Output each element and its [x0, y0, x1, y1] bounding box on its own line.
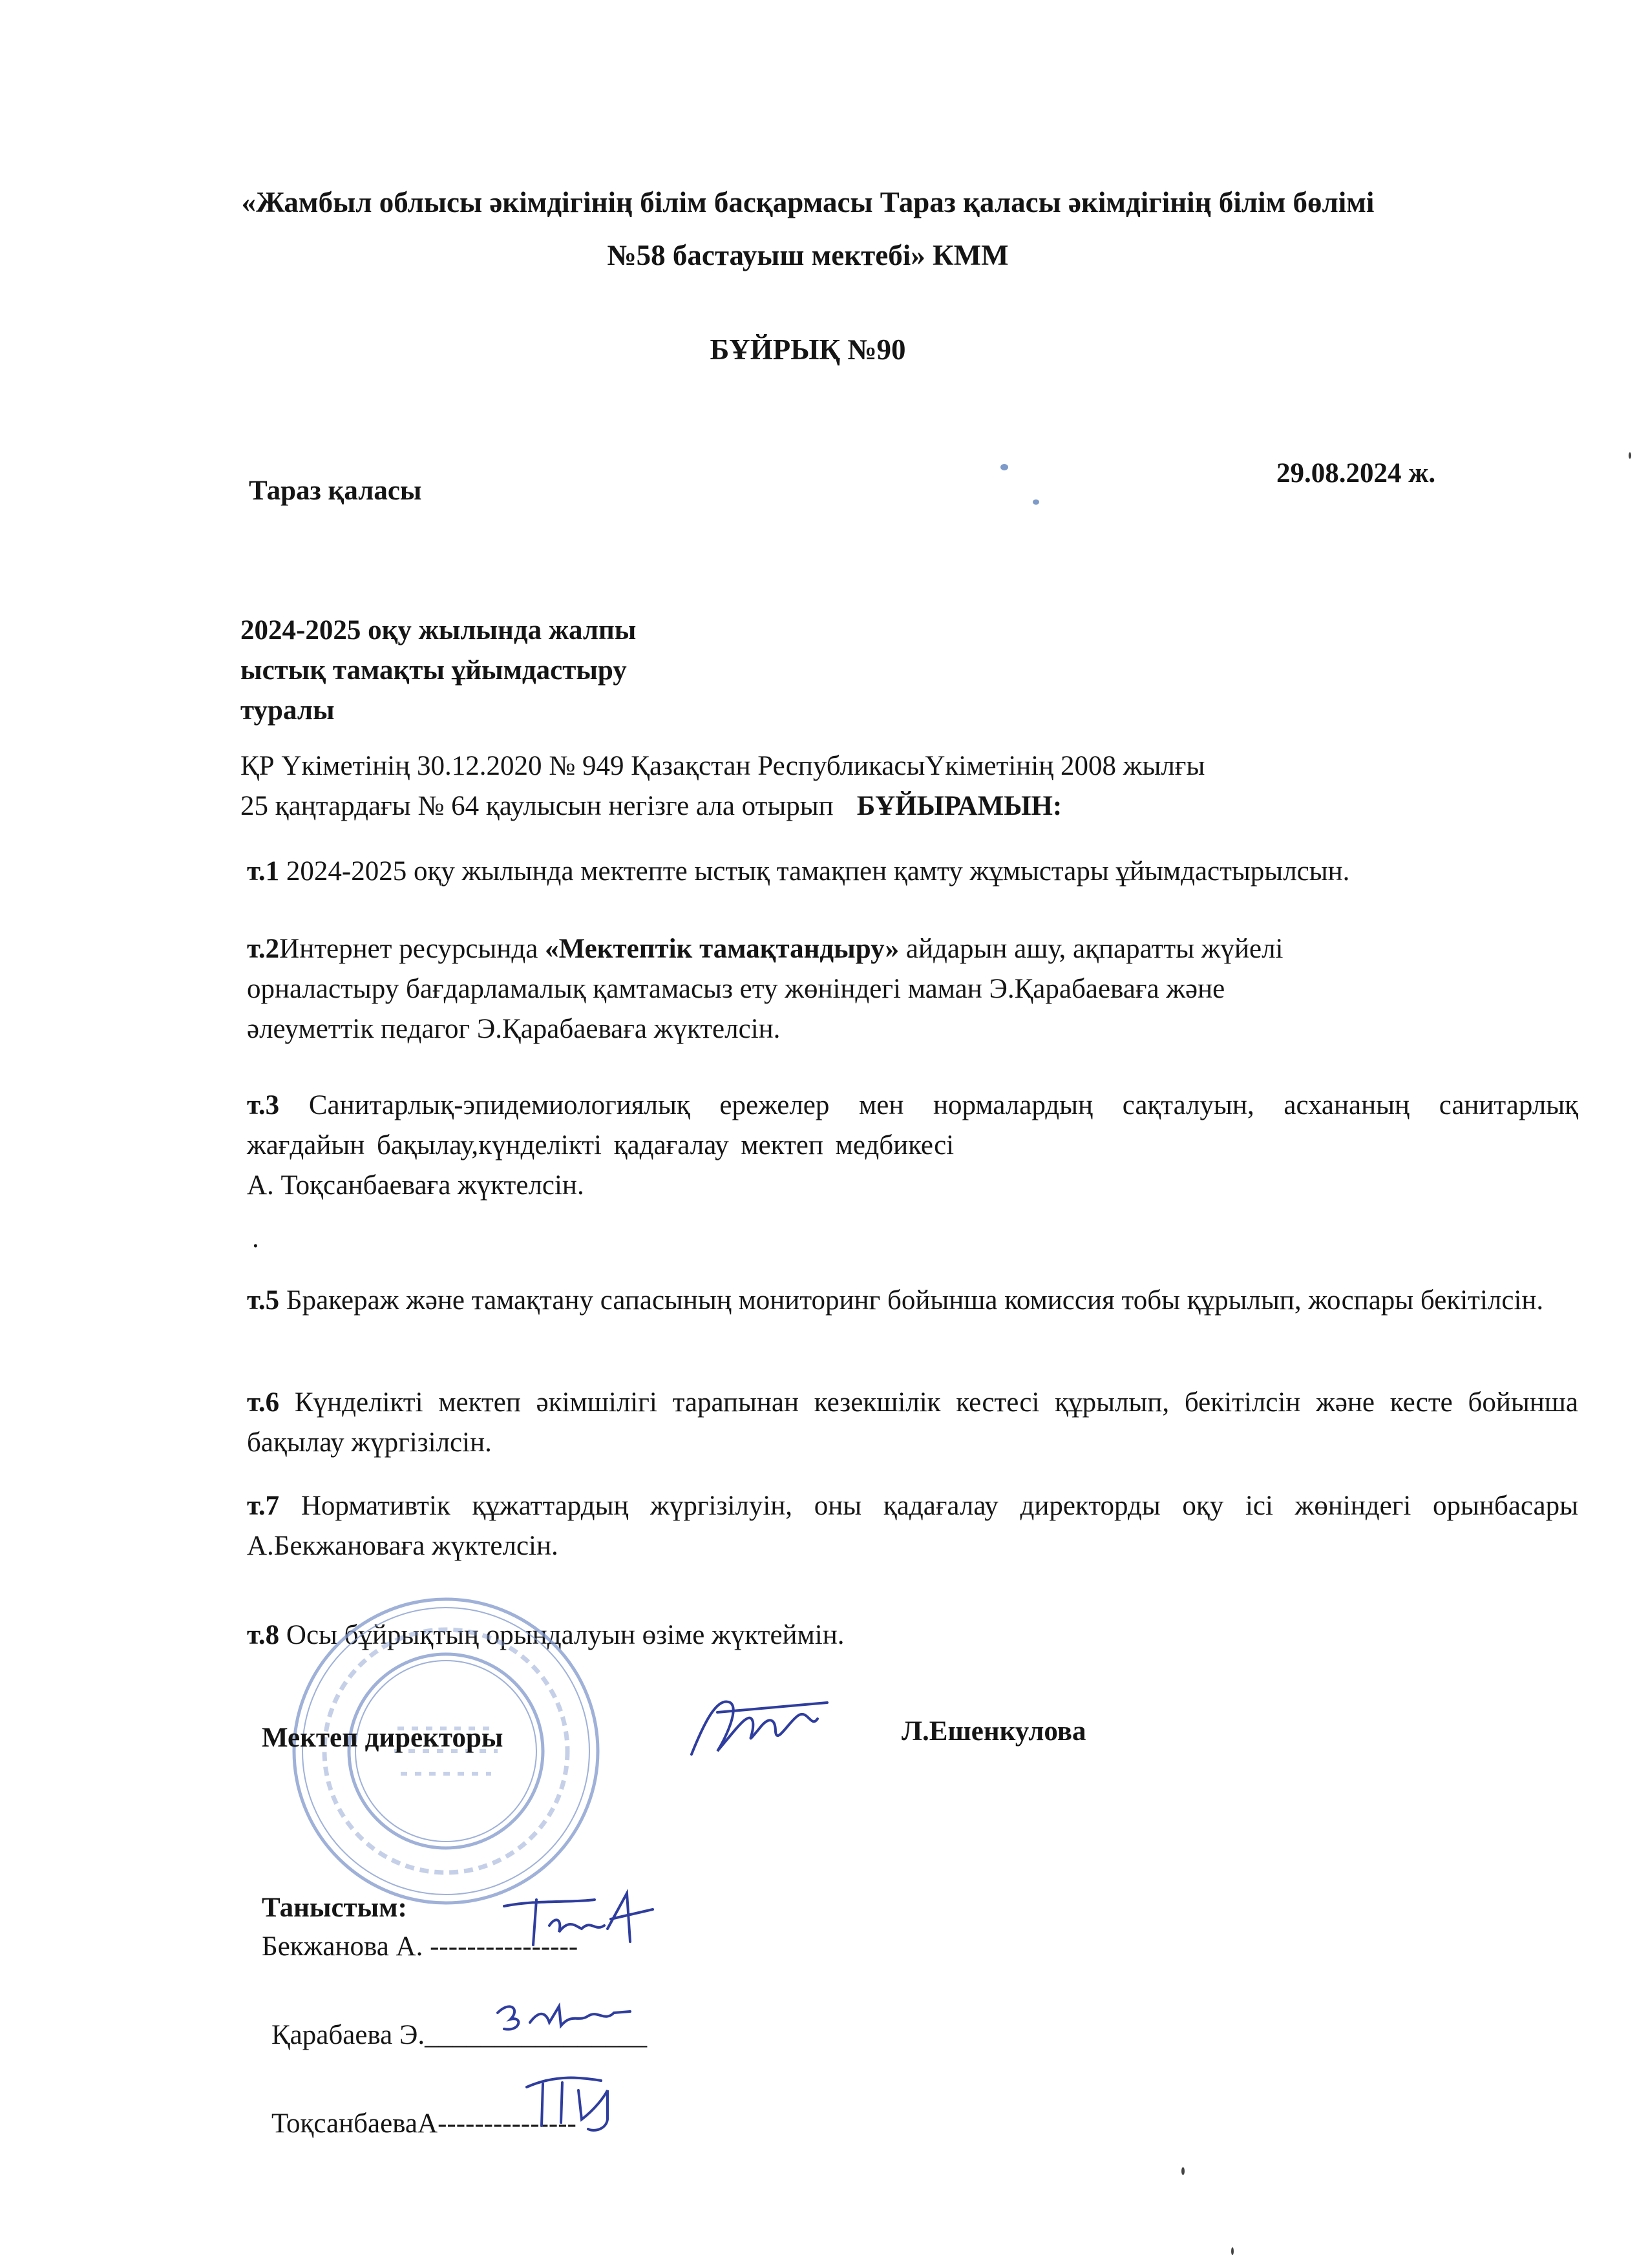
clause-1-number: т.1	[247, 856, 280, 887]
organization-line-2: №58 бастауыш мектебі» КММ	[607, 239, 1009, 271]
karabayeva-signature	[485, 1993, 633, 2045]
subject-line-2: ыстық тамақты ұйымдастыру	[240, 655, 627, 686]
organization-header	[162, 176, 1454, 282]
legal-basis	[240, 746, 1436, 826]
acknowledgment-name: Қарабаева Э.	[271, 2020, 425, 2050]
order-date: 29.08.2024 ж.	[1276, 458, 1436, 488]
signature-line: ----------------	[430, 1931, 578, 1962]
clause-2-text-3: әлеуметтік педагог Э.Қарабаеваға жүктелсін.	[247, 1014, 781, 1044]
order-subject	[240, 611, 757, 731]
director-role: Мектеп директоры	[262, 1723, 503, 1753]
director-name: Л.Ешенкулова	[902, 1716, 1086, 1747]
clause-7	[247, 1486, 1578, 1566]
scan-speck	[1033, 499, 1039, 505]
subject-line-3: туралы	[240, 695, 335, 726]
toksanbayeva-signature	[517, 2064, 640, 2136]
signature-line: ---------------	[438, 2108, 576, 2139]
clause-7-number: т.7	[247, 1491, 280, 1521]
signature-line: ________________	[425, 2020, 648, 2050]
basis-line-2: 25 қаңтардағы № 64 қаулысын негізге ала отырып	[240, 791, 834, 821]
clause-5-number: т.5	[247, 1285, 280, 1316]
clause-6-number: т.6	[247, 1387, 280, 1418]
clause-8-text: Осы бұйрықтың орындалуын өзіме жүктеймін.	[279, 1620, 845, 1650]
subject-line-1: 2024-2025 оқу жылында жалпы	[240, 615, 637, 646]
clause-6	[247, 1383, 1578, 1463]
acknowledgment-name: ТоқсанбаеваА	[271, 2108, 438, 2139]
bekzhanova-signature	[498, 1880, 666, 1951]
order-title: БҰЙРЫҚ №90	[710, 333, 906, 366]
decree-word: БҰЙЫРАМЫН:	[856, 791, 1062, 821]
clause-8-number: т.8	[247, 1620, 280, 1650]
scan-speck	[1231, 2247, 1234, 2255]
clause-2	[247, 929, 1578, 1049]
clause-1	[247, 852, 1578, 892]
scan-speck	[1181, 2167, 1185, 2175]
clause-7-text: Нормативтік құжаттардың жүргізілуін, оны қадағалау директорды оқу ісі жөніндегі орынбасары А.Бекжановаға жүктелсін.	[247, 1491, 1578, 1561]
basis-line-1: ҚР Үкіметінің 30.12.2020 № 949 Қазақстан РеспубликасыҮкіметінің 2008 жылғы	[240, 751, 1205, 781]
city: Тараз қаласы	[249, 476, 422, 506]
clause-3-text-line-3: А. Тоқсанбаеваға жүктелсін.	[247, 1170, 584, 1201]
clause-6-text: Күнделікті мектеп әкімшілігі тарапынан кезекшілік кестесі құрылып, бекітілсін және кесте бойынша бақылау жүргізілсін.	[247, 1387, 1578, 1458]
clause-3	[247, 1086, 1578, 1206]
stray-dot: .	[252, 1223, 259, 1254]
scan-speck	[1000, 464, 1008, 470]
clause-2-text-1: айдарын ашу, ақпаратты жүйелі	[899, 934, 1284, 964]
organization-line-1: «Жамбыл облысы әкімдігінің білім басқармасы Тараз қаласы әкімдігінің білім бөлімі	[241, 186, 1375, 218]
clause-5	[247, 1281, 1578, 1321]
acknowledgment-name: Бекжанова А.	[262, 1931, 430, 1962]
clause-2-number: т.2	[247, 934, 280, 964]
clause-3-number: т.3	[247, 1090, 280, 1120]
clause-3-text: Санитарлық-эпидемиологиялық ережелер мен нормалардың сақталуын, асхананың санитарлық жағдайын бақылау,күнделікті қадағалау мектеп медбикесі	[247, 1090, 1578, 1160]
clause-2-section-name: «Мектептік тамақтандыру»	[545, 934, 900, 964]
clause-2-text-2: орналастыру бағдарламалық қамтамасыз ету жөніндегі маман Э.Қарабаеваға және	[247, 974, 1225, 1004]
acknowledgment-title: Таныстым:	[262, 1893, 407, 1923]
clause-1-text: 2024-2025 оқу жылында мектепте ыстық тамақпен қамту жұмыстары ұйымдастырылсын.	[279, 856, 1350, 887]
director-signature	[679, 1683, 840, 1767]
clause-5-text: Бракераж және тамақтану сапасының мониторинг бойынша комиссия тобы құрылып, жоспары бекітілсін.	[279, 1285, 1544, 1316]
scan-speck	[1629, 452, 1631, 459]
clause-2-pre: Интернет ресурсында	[279, 934, 545, 964]
